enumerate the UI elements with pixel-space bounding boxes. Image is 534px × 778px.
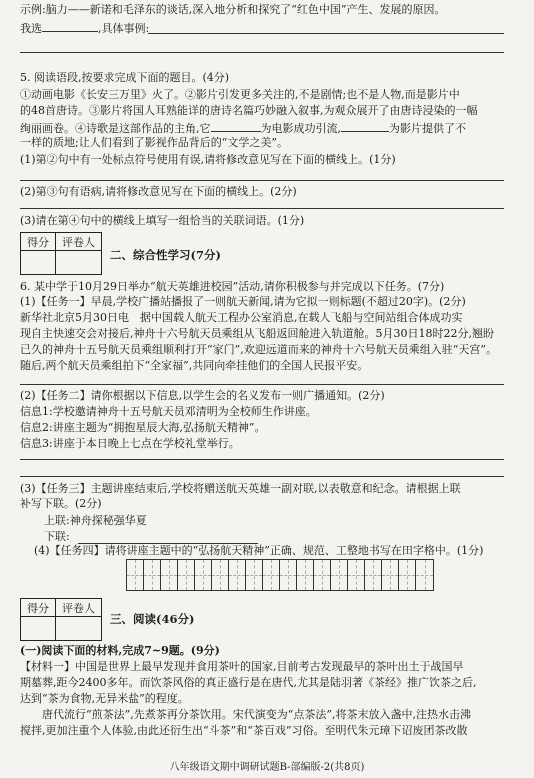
- tianzige-cell[interactable]: [314, 560, 331, 590]
- news-line: 新华社北京5月30日电 据中国载人航天工程办公室消息,在载人飞船与空间站组合体成功实: [20, 311, 463, 324]
- tianzige-grid[interactable]: [126, 559, 434, 591]
- couplet-upper: 上联:神舟探秘强华夏: [44, 514, 147, 527]
- material-line: 期墓葬,距今2400多年。而饮茶风俗的真正盛行是在唐代,尤其是陆羽著《茶经》推广饮茶之后,: [20, 676, 477, 689]
- q5-para-line: 的48首唐诗。③影片将国人耳熟能详的唐诗名篇巧妙融入叙事,为观众展开了由唐诗浸染的一幅: [20, 104, 478, 117]
- q5-sub2-answer-line[interactable]: [20, 208, 504, 209]
- tianzige-cell[interactable]: [246, 560, 263, 590]
- q5-para-line: ①动画电影《长安三万里》火了。②影片引发更多关注的,不是剧情;也不是人物,而是影片中: [20, 88, 460, 101]
- choice-prefix: 我选: [20, 22, 42, 35]
- tianzige-cell[interactable]: [399, 560, 416, 590]
- material-line: 唐代流行“煎茶法”,先煮茶再分茶饮用。宋代演变为“点茶法”,将茶末放入盏中,注热水击沸: [20, 708, 471, 721]
- example-answer-line-2[interactable]: [20, 52, 504, 53]
- score-cell[interactable]: [21, 251, 56, 275]
- grader-header: 评卷人: [56, 233, 102, 251]
- tianzige-cell[interactable]: [212, 560, 229, 590]
- news-line: 已久的神舟十五号航天员乘组顺利打开“家门”,欢迎远道而来的神舟十六号航天员乘组入驻“天宫”。: [20, 343, 497, 356]
- score-header: 得分: [21, 233, 56, 251]
- grader-header: 评卷人: [56, 599, 102, 617]
- q5-para-seg: 为影片提供了不: [389, 122, 466, 135]
- q5-para-seg: 绚丽画卷。④诗歌是这部作品的主角,它: [20, 122, 211, 135]
- info-line: 信息2:讲座主题为“拥抱星辰大海,弘扬航天精神”。: [20, 421, 266, 434]
- choice-mid: ,具体事例:: [98, 22, 150, 35]
- task1-answer-line[interactable]: [20, 384, 504, 385]
- grader-cell[interactable]: [56, 251, 102, 275]
- q5-sub3: (3)请在第④句中的横线上填写一组恰当的关联词语。(1分): [20, 214, 305, 227]
- task3-prompt: (3)【任务三】主题讲座结束后,学校将赠送航天英雄一副对联,以表敬意和纪念。请根据上联: [20, 482, 461, 495]
- material-line: 【材料一】中国是世界上最早发现并食用茶叶的国家,目前考古发现最早的茶叶出土于战国早: [20, 660, 464, 673]
- task3-prompt-cont: 补写下联。(2分): [20, 497, 102, 510]
- score-box: [20, 232, 102, 275]
- task4-prompt: (4)【任务四】请将讲座主题中的“弘扬航天精神”正确、规范、工整地书写在田字格中。(1分): [34, 544, 484, 557]
- material-line: 搅拌,更加注重个人体验,由此还衍生出“斗茶”和“茶百戏”习俗。至明代朱元璋下诏废团茶改散: [20, 724, 468, 737]
- score-box-2: [20, 598, 102, 641]
- q5-sub1: (1)第②句中有一处标点符号使用有误,请将修改意见写在下面的横线上。(1分): [20, 153, 396, 166]
- reading-subsection-title: (一)阅读下面的材料,完成7~9题。(9分): [20, 644, 220, 657]
- info-line: 信息3:讲座于本日晚上七点在学校礼堂举行。: [20, 437, 240, 450]
- tianzige-cell[interactable]: [331, 560, 348, 590]
- score-header: 得分: [21, 599, 56, 617]
- tianzige-cell[interactable]: [280, 560, 297, 590]
- q5-sub2: (2)第③句有语病,请将修改意见写在下面的横线上。(2分): [20, 185, 297, 198]
- tianzige-cell[interactable]: [195, 560, 212, 590]
- task1-prompt: (1)【任务一】早晨,学校广播站播报了一则航天新闻,请为它拟一则标题(不超过20字)。(2分): [20, 295, 466, 308]
- tianzige-cell[interactable]: [229, 560, 246, 590]
- couplet-lower-label: 下联:: [44, 530, 70, 543]
- tianzige-cell[interactable]: [416, 560, 433, 590]
- tianzige-cell[interactable]: [382, 560, 399, 590]
- tianzige-cell[interactable]: [144, 560, 161, 590]
- q5-para-line: 一样的质地;让人们看到了影视作品背后的“文学之美”。: [20, 136, 288, 149]
- news-line: 现自主快速交会对接后,神舟十六号航天员乘组从飞船返回舱进入轨道舱。5月30日18时22分,翘盼: [20, 327, 494, 340]
- task2-answer-line-2[interactable]: [20, 476, 504, 477]
- tianzige-cell[interactable]: [365, 560, 382, 590]
- grader-cell[interactable]: [56, 617, 102, 641]
- tianzige-cell[interactable]: [127, 560, 144, 590]
- example-answer-line[interactable]: [148, 33, 504, 34]
- tianzige-cell[interactable]: [178, 560, 195, 590]
- q5-sub1-answer-line[interactable]: [20, 180, 504, 181]
- connective-blank-2[interactable]: [341, 120, 389, 132]
- tianzige-cell[interactable]: [161, 560, 178, 590]
- page-footer: 八年级语文期中调研试题B-部编版-2(共8页): [169, 762, 365, 773]
- q5-title: 5. 阅读语段,按要求完成下面的题目。(4分): [20, 71, 230, 84]
- q6-title: 6. 某中学于10月29日举办“航天英雄进校园”活动,请你积极参与并完成以下任务。(7分): [20, 280, 445, 293]
- q5-para-seg: 为电影成功引流,: [260, 122, 341, 135]
- example-text: 示例:脑力——新诺和毛泽东的谈话,深入地分析和探究了“红色中国”产生、发展的原因。: [20, 3, 446, 16]
- tianzige-cell[interactable]: [263, 560, 280, 590]
- tianzige-cell[interactable]: [348, 560, 365, 590]
- choice-blank[interactable]: [42, 20, 98, 32]
- task2-answer-line[interactable]: [20, 459, 504, 460]
- task2-prompt: (2)【任务二】请你根据以下信息,以学生会的名义发布一则广播通知。(2分): [20, 389, 385, 402]
- section2-title: 二、综合性学习(7分): [110, 248, 221, 262]
- info-line: 信息1:学校邀请神舟十五号航天员邓清明为全校师生作讲座。: [20, 405, 317, 418]
- section3-title: 三、阅读(46分): [110, 612, 195, 626]
- tianzige-cell[interactable]: [297, 560, 314, 590]
- choice-line: [20, 20, 149, 36]
- connective-blank-1[interactable]: [211, 120, 261, 132]
- score-cell[interactable]: [21, 617, 56, 641]
- news-line: 随后,两个航天员乘组拍下“全家福”,共同向牵挂他们的全国人民报平安。: [20, 359, 369, 372]
- material-line: 达到“茶为食物,无异米盐”的程度。: [20, 692, 189, 705]
- q5-para-line: [20, 120, 466, 136]
